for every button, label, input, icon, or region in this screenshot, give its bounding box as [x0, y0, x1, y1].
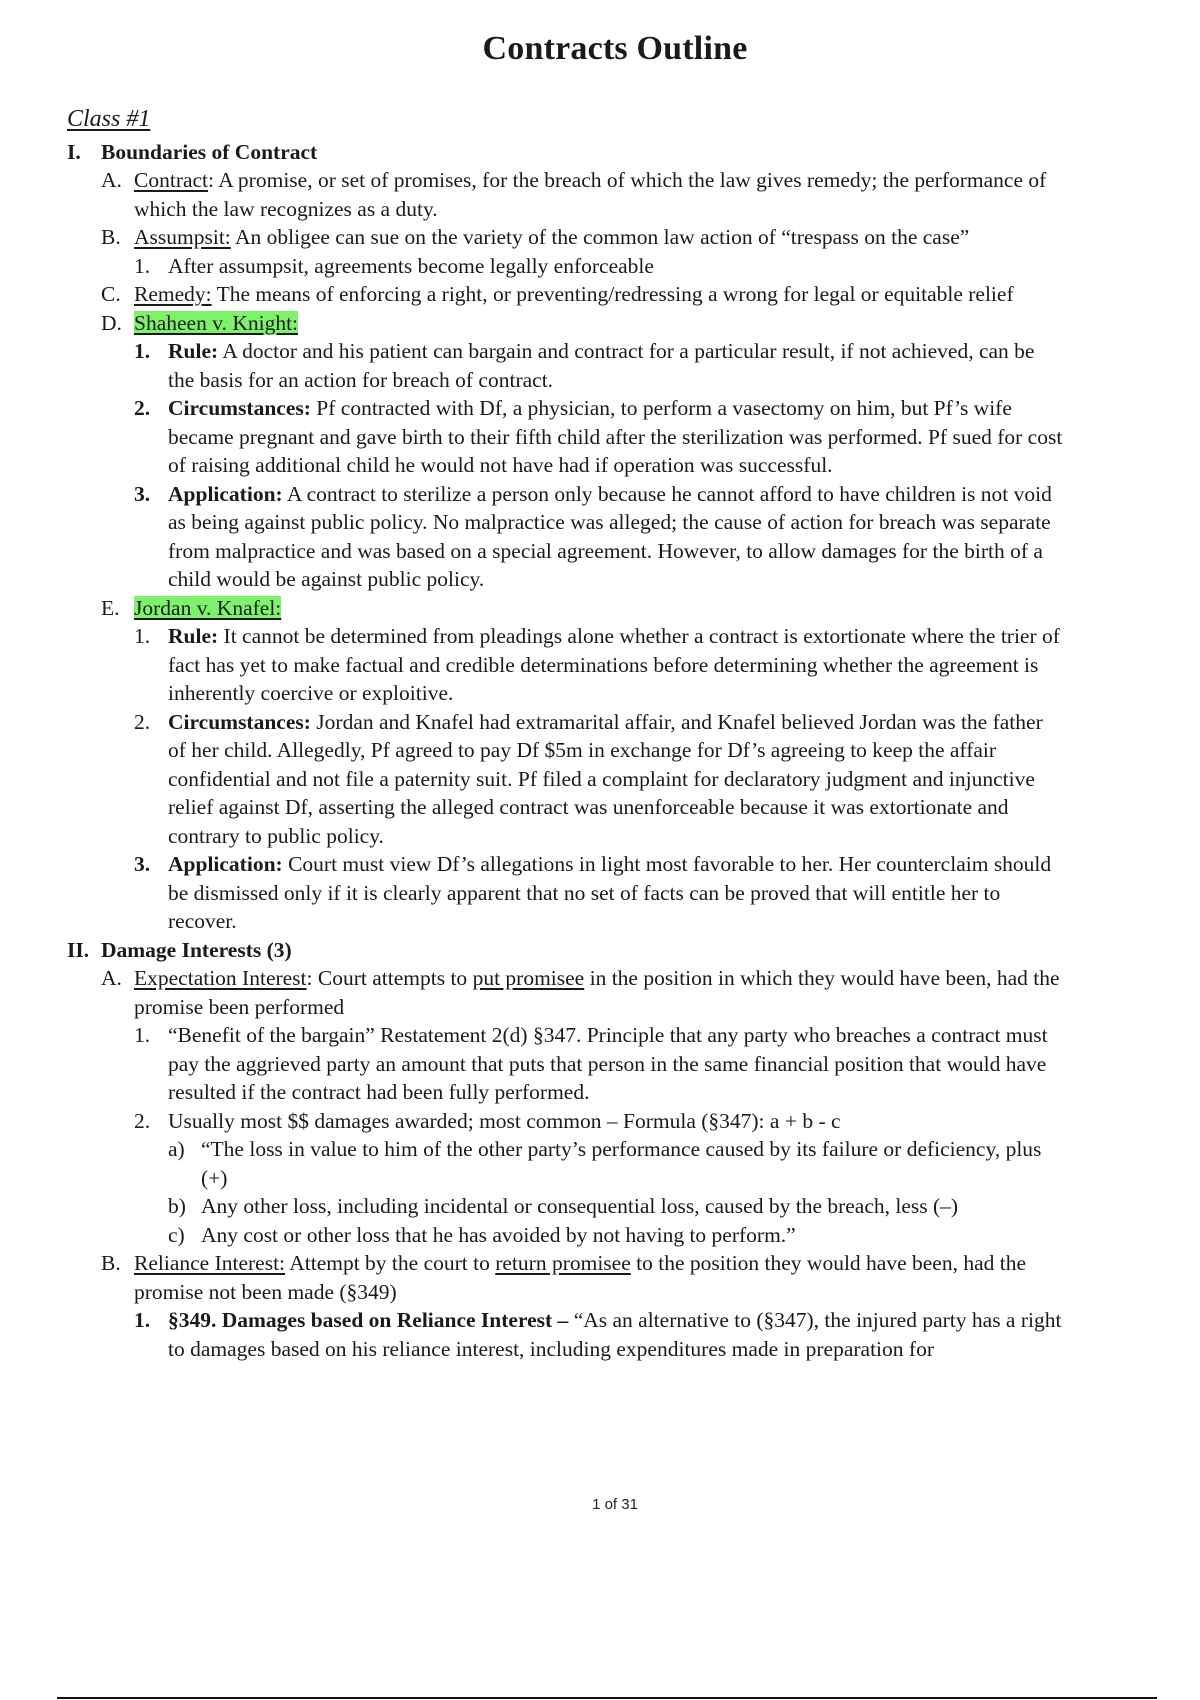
section-2-heading-line — [0, 936, 1200, 965]
outline-item-2A2 — [0, 1107, 1064, 1136]
item-marker: 1. — [134, 624, 151, 648]
outline-item-2A2c — [0, 1221, 1064, 1250]
item-marker: D. — [101, 310, 122, 335]
page-title: Contracts Outline — [482, 30, 748, 67]
item-text: “Benefit of the bargain” Restatement 2(d) §347. Principle that any party who breaches a contract must pay the aggrieved party an amount that puts that person in the same financial position that would have resulted if the contract had been fully performed. — [168, 1023, 1048, 1104]
case-name-jordan: Jordan v. Knafel: — [134, 595, 282, 620]
item-text: in the position in which they would have been, had the promise been performed — [134, 966, 1060, 1019]
item-text: “As an alternative to (§347), the injured party has a right to damages based on his reliance interest, including expenditures made in preparation for — [168, 1308, 1062, 1361]
item-text: Any other loss, including incidental or consequential loss, caused by the breach, less (–) — [201, 1194, 959, 1218]
item-marker: A. — [101, 168, 122, 192]
term-assumpsit: Assumpsit: — [134, 225, 231, 249]
outline-item-1E3 — [0, 850, 1064, 936]
item-marker: C. — [101, 282, 121, 306]
item-text: An obligee can sue on the variety of the common law action of “trespass on the case” — [230, 225, 970, 249]
bottom-divider — [57, 1697, 1157, 1699]
term-remedy: Remedy: — [134, 282, 212, 306]
outline-item-1D — [0, 309, 1064, 338]
item-text: Attempt by the court to — [285, 1251, 496, 1275]
outline-item-1E2 — [0, 708, 1064, 851]
item-marker: B. — [101, 1251, 121, 1275]
section-1-heading-line — [0, 138, 1200, 167]
item-text: A promise, or set of promises, for the breach of which the law gives remedy; the performance of which the law recognizes as a duty. — [134, 168, 1047, 221]
term-return-promisee: return promisee — [495, 1251, 631, 1275]
item-marker: E. — [101, 595, 120, 620]
item-marker: 1. — [134, 1308, 151, 1332]
item-text: to the position they would have been, had the promise not been made (§349) — [134, 1251, 1027, 1304]
item-text: “The loss in value to him of the other party’s performance caused by its failure or deficiency, plus (+) — [201, 1137, 1042, 1190]
section-1-marker: I. — [67, 139, 81, 164]
class-heading: Class #1 — [67, 106, 151, 132]
item-marker: 3. — [134, 481, 151, 506]
label-section-349: §349. Damages based on Reliance Interest – — [168, 1308, 569, 1332]
outline-item-2B — [0, 1249, 1068, 1306]
label-rule: Rule: — [168, 624, 219, 648]
item-marker: 1. — [134, 253, 151, 278]
outline-content — [0, 105, 1200, 1363]
outline-item-1A — [0, 166, 1064, 223]
section-1-heading: Boundaries of Contract — [101, 139, 318, 164]
item-marker: 1. — [134, 339, 151, 363]
item-text: It cannot be determined from pleadings alone whether a contract is extortionate where the trier of fact has yet to make factual and credible determinations before determining whether the agreement is inherently coercive or exploitive. — [168, 624, 1060, 705]
label-rule: Rule: — [168, 339, 219, 363]
item-text: A contract to sterilize a person only because he cannot afford to have children is not void as being against public policy. No malpractice was alleged; the cause of action for breach was separate from malpractice and was based on a special agreement. However, to allow damages for the birth of a child would be against public policy. — [168, 481, 1052, 591]
outline-item-2B1 — [0, 1306, 1064, 1363]
item-marker: 1. — [134, 1023, 151, 1047]
outline-item-1E1 — [0, 622, 1064, 708]
item-marker: 3. — [134, 852, 151, 876]
term-contract: Contract — [134, 168, 209, 192]
item-text: After assumpsit, agreements become legally enforceable — [168, 253, 654, 278]
label-application: Application: — [168, 852, 283, 876]
item-text: The means of enforcing a right, or preventing/redressing a wrong for legal or equitable relief — [211, 282, 1014, 306]
item-text: Jordan and Knafel had extramarital affair, and Knafel believed Jordan was the father of her child. Allegedly, Pf agreed to pay Df $5m in exchange for Df’s agreeing to keep the affair confidential and not file a paternity suit. Pf filed a complaint for declaratory judgment and injunctive relief against Df, asserting the alleged contract was unenforceable because it was extortionate and contrary to public policy. — [168, 709, 1043, 848]
item-marker: b) — [168, 1194, 186, 1218]
outline-item-1B1 — [0, 252, 1064, 281]
outline-item-2A — [0, 964, 1064, 1021]
item-text: Usually most $$ damages awarded; most common – Formula (§347): a + b - c — [168, 1108, 841, 1133]
label-application: Application: — [168, 481, 283, 506]
page-number: 1 of 31 — [592, 1496, 638, 1513]
item-marker: A. — [101, 966, 122, 990]
item-marker: 2. — [134, 1108, 151, 1133]
item-marker: a) — [168, 1137, 185, 1161]
item-text: A doctor and his patient can bargain and contract for a particular result, if not achieved, can be the basis for an action for breach of contract. — [168, 339, 1035, 392]
outline-item-1E — [0, 594, 1064, 623]
outline-item-1C — [0, 280, 1064, 309]
term-reliance-interest: Reliance Interest: — [134, 1251, 286, 1275]
outline-item-1D2 — [0, 394, 1064, 480]
item-text: : Court attempts to — [306, 966, 473, 990]
term-separator: : — [208, 168, 215, 192]
class-heading-line — [0, 105, 1200, 134]
term-put-promisee: put promisee — [472, 966, 585, 990]
item-text: Pf contracted with Df, a physician, to perform a vasectomy on him, but Pf’s wife became pregnant and gave birth to their fifth child after the sterilization was performed. Pf sued for cost of raising additional child he would not have had if operation was successful. — [168, 396, 1063, 477]
label-circumstances: Circumstances: — [168, 396, 311, 420]
item-marker: B. — [101, 225, 121, 249]
section-2-marker: II. — [67, 937, 90, 962]
outline-item-1D3 — [0, 480, 1068, 594]
outline-item-2A2b — [0, 1192, 1064, 1221]
term-expectation-interest: Expectation Interest — [134, 966, 307, 990]
item-text: Any cost or other loss that he has avoided by not having to perform.” — [201, 1222, 796, 1247]
item-marker: 2. — [134, 709, 151, 734]
item-text: Court must view Df’s allegations in light most favorable to her. Her counterclaim should be dismissed only if it is clearly apparent that no set of facts can be proved that will entitle her to recover. — [168, 852, 1052, 933]
label-circumstances: Circumstances: — [168, 709, 311, 734]
outline-item-2A2a — [0, 1135, 1064, 1192]
item-marker: 2. — [134, 396, 151, 420]
outline-item-2A1 — [0, 1021, 1064, 1107]
outline-item-1B — [0, 223, 1064, 252]
section-2-heading: Damage Interests (3) — [101, 937, 292, 962]
item-marker: c) — [168, 1222, 185, 1247]
case-name-shaheen: Shaheen v. Knight: — [134, 310, 299, 335]
outline-item-1D1 — [0, 337, 1064, 394]
